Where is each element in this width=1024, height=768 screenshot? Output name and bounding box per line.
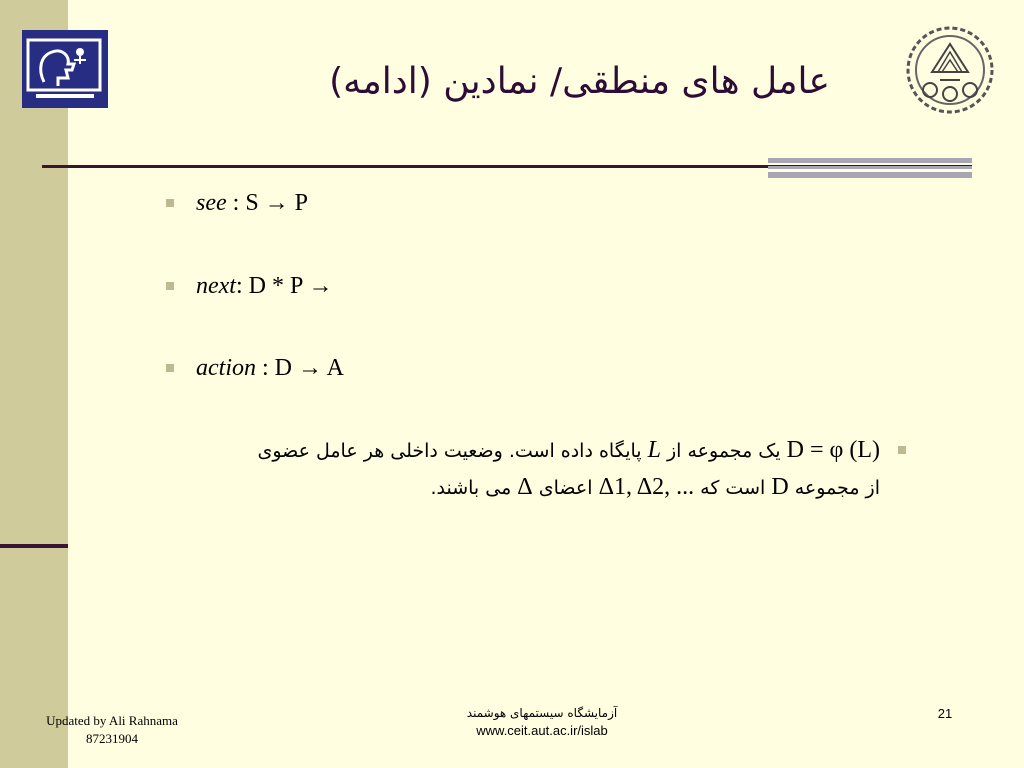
bullet-term: next — [196, 273, 236, 299]
text-fragment: می باشند. — [430, 477, 518, 499]
lab-url[interactable]: www.ceit.aut.ac.ir/islab — [476, 723, 608, 738]
accent-bar — [768, 166, 972, 169]
bullet-next — [196, 274, 332, 298]
left-decorative-band — [0, 0, 68, 768]
slide-title: عامل های منطقی/ نمادین (ادامه) — [329, 61, 830, 102]
formula-d: D = φ (L) — [786, 437, 880, 463]
rtl-line-1 — [108, 432, 880, 469]
symbol-l: L — [647, 437, 661, 463]
internal-state-bullet — [108, 432, 880, 506]
footer-author — [30, 712, 194, 748]
symbol-delta: Δ — [517, 474, 533, 500]
bullet-text: : D → A — [256, 355, 345, 381]
left-band-divider — [0, 544, 68, 548]
text-fragment: یک مجموعه از — [660, 440, 787, 462]
bullet-marker — [166, 199, 174, 207]
lab-name: آزمایشگاه سیستمهای هوشمند — [466, 706, 618, 720]
text-fragment: است که — [694, 477, 772, 499]
lab-logo-icon — [22, 30, 108, 108]
author-name: Updated by Ali Rahnama — [46, 713, 178, 728]
bullet-text: : D * P → — [235, 273, 333, 299]
text-fragment: اعضای — [532, 477, 599, 499]
footer-lab — [430, 704, 654, 740]
bullet-marker — [166, 282, 174, 290]
bullet-text: : S → P — [226, 190, 309, 216]
author-id: 87231904 — [86, 731, 138, 746]
bullet-see — [196, 191, 308, 215]
bullet-marker — [166, 364, 174, 372]
rtl-line-2 — [108, 469, 880, 506]
symbol-d: D — [771, 474, 789, 500]
bullet-action — [196, 356, 344, 380]
text-fragment: از مجموعه — [788, 477, 880, 499]
university-emblem-icon — [902, 24, 998, 116]
accent-bar — [768, 158, 972, 163]
delta-list: Δ1, Δ2, ... — [598, 474, 695, 500]
bullet-term: see — [196, 190, 227, 216]
accent-bar — [768, 172, 972, 178]
text-fragment: پایگاه داده است. وضعیت داخلی هر عامل عضوی — [257, 440, 648, 462]
bullet-marker — [898, 446, 906, 454]
page-number: 21 — [937, 706, 953, 721]
bullet-term: action — [196, 355, 256, 381]
